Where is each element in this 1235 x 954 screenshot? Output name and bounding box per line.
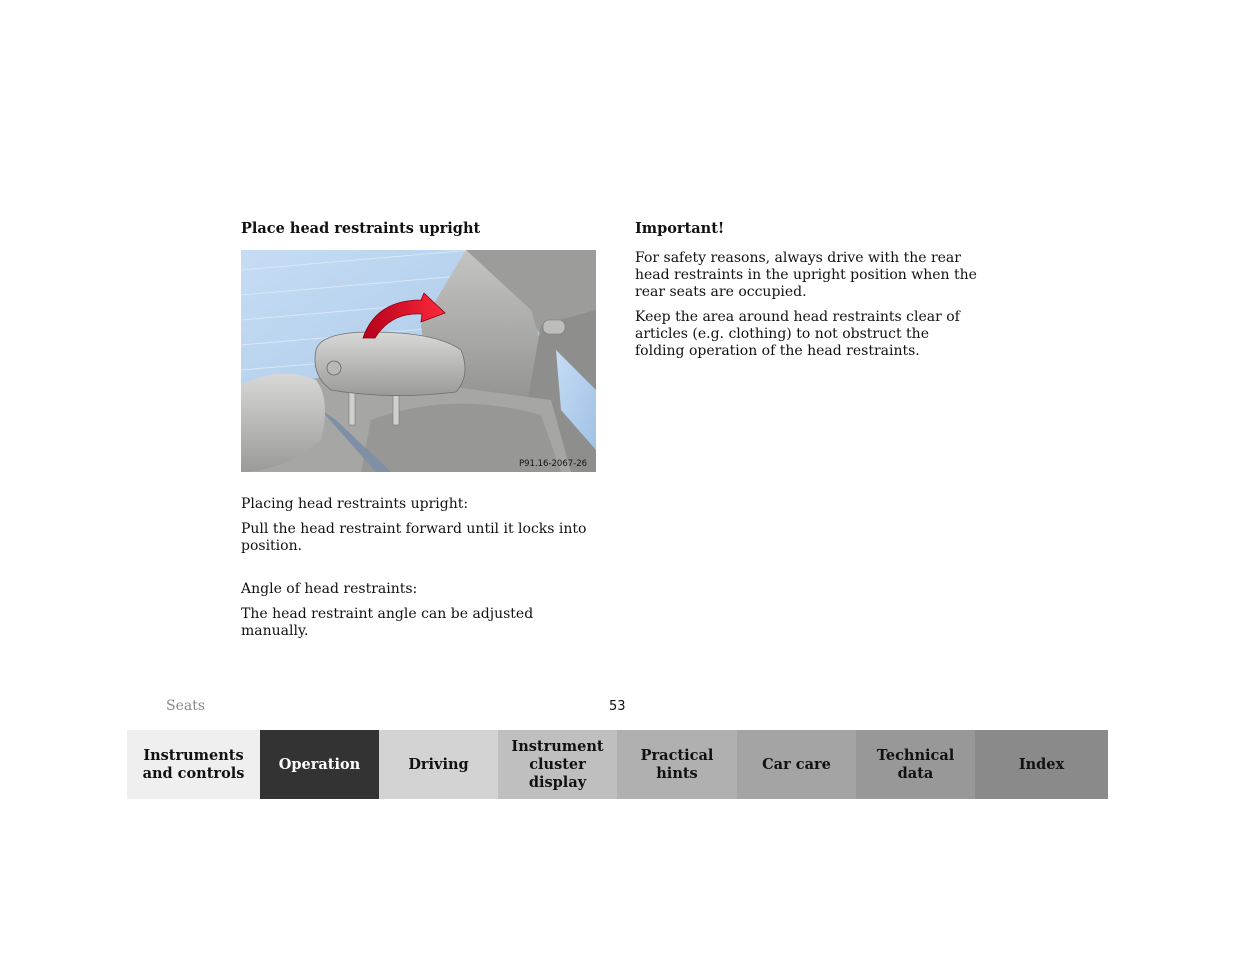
- paragraph: Pull the head restraint forward until it locks into position.: [241, 521, 587, 554]
- paragraph: The head restraint angle can be adjusted manually.: [241, 606, 534, 639]
- figure-code: P91.16-2067-26: [519, 459, 588, 469]
- left-column: [241, 220, 601, 648]
- nav-tab-operation[interactable]: Operation: [260, 730, 379, 799]
- nav-tab-index[interactable]: Index: [975, 730, 1108, 799]
- important-heading: Important!: [635, 220, 725, 237]
- right-column: [635, 220, 980, 368]
- nav-tab-driving[interactable]: Driving: [379, 730, 498, 799]
- paragraph: For safety reasons, always drive with the rear head restraints in the upright position when the rear seats are occupied.: [635, 250, 977, 300]
- nav-tab-car-care[interactable]: Car care: [737, 730, 856, 799]
- nav-tab-instrument-cluster-display[interactable]: Instrument cluster display: [498, 730, 617, 799]
- nav-tab-practical-hints[interactable]: Practical hints: [617, 730, 737, 799]
- paragraph: Keep the area around head restraints clear of articles (e.g. clothing) to not obstruct the folding operation of the head restraints.: [635, 309, 960, 359]
- section-label: Seats: [166, 698, 206, 714]
- nav-tab-technical-data[interactable]: Technical data: [856, 730, 975, 799]
- chapter-navigation: [127, 730, 1108, 799]
- section-heading: Place head restraints upright: [241, 220, 481, 237]
- page-number: 53: [609, 699, 626, 714]
- paragraph: Angle of head restraints:: [241, 581, 418, 597]
- nav-tab-instruments-and-controls[interactable]: Instruments and controls: [127, 730, 260, 799]
- paragraph: Placing head restraints upright:: [241, 496, 469, 512]
- head-restraint-illustration: [241, 250, 596, 472]
- head-restraint-image: [241, 250, 596, 472]
